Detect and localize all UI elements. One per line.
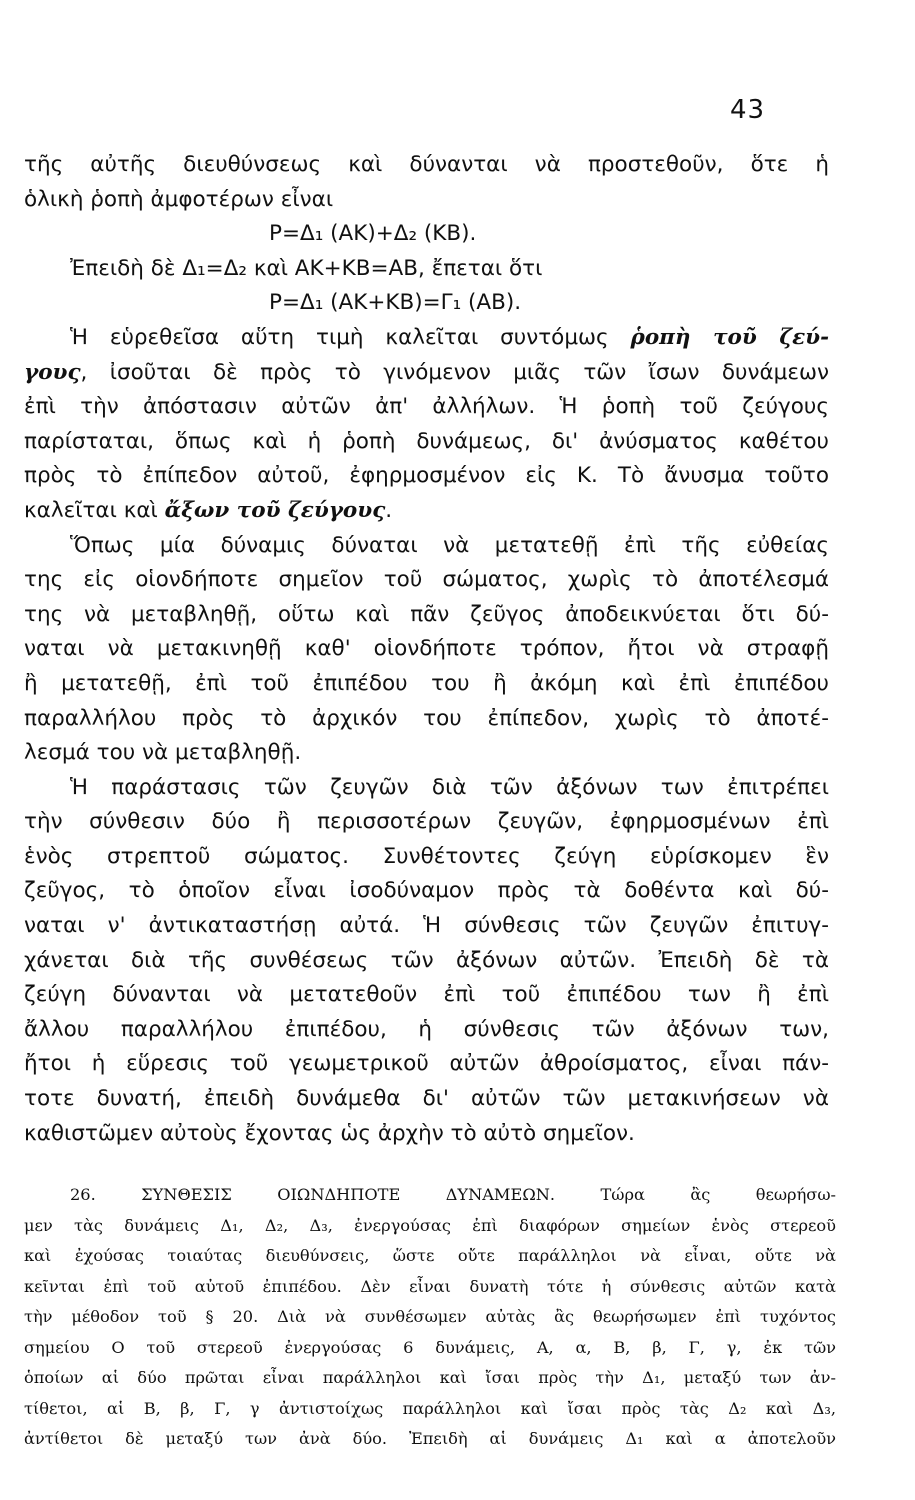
text-span: . <box>385 497 393 523</box>
text-line: χάνεται διὰ τῆς συνθέσεως τῶν ἀξόνων αὐτῶν. Ἐπειδὴ δὲ τὰ <box>24 947 829 973</box>
small-text-line: μεν τὰς δυνάμεις Δ₁, Δ₂, Δ₃, ἐνεργούσας ἐπὶ διαφόρων σημείων ἑνὸς στερεοῦ <box>24 1215 836 1235</box>
text-line: τὴν σύνθεσιν δύο ἢ περισσοτέρων ζευγῶν, ἐφηρμοσμένων ἐπὶ <box>24 809 829 835</box>
text-line: ἄλλου παραλλήλου ἐπιπέδου, ἡ σύνθεσις τῶν ἀξόνων των, <box>24 1016 829 1042</box>
text-line: Ἡ παράστασις τῶν ζευγῶν διὰ τῶν ἀξόνων των ἐπιτρέπει <box>70 774 829 800</box>
text-line: ναται νὰ μετακινηθῇ καθ' οἱονδήποτε τρόπον, ἤτοι νὰ στραφῇ <box>24 636 829 662</box>
text-line: Ἐπειδὴ δὲ Δ₁=Δ₂ καὶ AK+KB=AB, ἔπεται ὅτι <box>70 255 543 281</box>
text-line: ζεύγη δύνανται νὰ μετατεθοῦν ἐπὶ τοῦ ἐπιπέδου των ἢ ἐπὶ <box>24 982 829 1008</box>
text-line: Ὅπως μία δύναμις δύναται νὰ μετατεθῇ ἐπὶ τῆς εὐθείας <box>70 532 829 558</box>
text-line: της εἰς οἱονδήποτε σημεῖον τοῦ σώματος, χωρὶς τὸ ἀποτέλεσμά <box>24 567 829 593</box>
page-number: 43 <box>730 95 766 125</box>
text-line: ἢ μετατεθῇ, ἐπὶ τοῦ ἐπιπέδου του ἢ ἀκόμη καὶ ἐπὶ ἐπιπέδου <box>24 670 829 696</box>
text-line: παραλλήλου πρὸς τὸ ἀρχικόν του ἐπίπεδον, χωρὶς τὸ ἀποτέ- <box>24 705 829 731</box>
small-text-line: τίθετοι, αἱ B, β, Γ, γ ἀντιστοίχως παράλληλοι καὶ ἴσαι πρὸς τὰς Δ₂ καὶ Δ₃, <box>24 1398 836 1418</box>
small-text-line: τὴν μέθοδον τοῦ § 20. Διὰ νὰ συνθέσωμεν αὐτὰς ἂς θεωρήσωμεν ἐπὶ τυχόντος <box>24 1307 836 1326</box>
small-text-line: κεῖνται ἐπὶ τοῦ αὐτοῦ ἐπιπέδου. Δὲν εἶναι δυνατὴ τότε ἡ σύνθεσις αὐτῶν κατὰ <box>24 1276 836 1296</box>
italic-term: ῥοπὴ τοῦ ζεύ- <box>630 324 829 350</box>
text-span: καλεῖται καὶ <box>24 497 165 523</box>
section-heading-line: 26. ΣΥΝΘΕΣΙΣ ΟΙΩΝΔΗΠΟΤΕ ΔΥΝΑΜΕΩΝ. Τώρα ἂς θεωρήσω- <box>70 1185 836 1204</box>
small-text-line: καὶ ἐχούσας τοιαύτας διευθύνσεις, ὥστε οὔτε παράλληλοι νὰ εἶναι, οὔτε νὰ <box>24 1246 836 1265</box>
text-line: ναται ν' ἀντικαταστήσῃ αὐτά. Ἡ σύνθεσις τῶν ζευγῶν ἐπιτυγ- <box>24 913 829 939</box>
text-span: Ἡ εὑρεθεῖσα αὕτη τιμὴ καλεῖται συντόμως <box>70 324 631 350</box>
italic-term: ἄξων τοῦ ζεύγους <box>164 497 386 523</box>
text-line <box>24 321 829 356</box>
text-line: ἐπὶ τὴν ἀπόστασιν αὐτῶν ἀπ' ἀλλήλων. Ἡ ῥοπὴ τοῦ ζεύγους <box>24 394 829 420</box>
text-line: καθιστῶμεν αὐτοὺς ἔχοντας ὡς ἀρχὴν τὸ αὐτὸ σημεῖον. <box>24 1120 635 1146</box>
text-line: της νὰ μεταβληθῇ, οὕτω καὶ πᾶν ζεῦγος ἀποδεικνύεται ὅτι δύ- <box>24 601 829 627</box>
small-text-line: ὁποίων αἱ δύο πρῶται εἶναι παράλληλοι καὶ ἴσαι πρὸς τὴν Δ₁, μεταξύ των ἀν- <box>24 1368 836 1387</box>
text-line <box>24 356 829 391</box>
text-line: ζεῦγος, τὸ ὁποῖον εἶναι ἰσοδύναμον πρὸς τὰ δοθέντα καὶ δύ- <box>24 878 829 904</box>
text-span: , ἰσοῦται δὲ πρὸς τὸ γινόμενον μιᾶς τῶν ἴσων δυνάμεων <box>80 359 829 385</box>
small-text-line: ἀντίθετοι δὲ μεταξύ των ἀνὰ δύο. Ἐπειδὴ αἱ δυνάμεις Δ₁ καὶ α ἀποτελοῦν <box>24 1429 836 1448</box>
text-line: λεσμά του νὰ μεταβληθῇ. <box>24 740 302 766</box>
text-line: παρίσταται, ὅπως καὶ ἡ ῥοπὴ δυνάμεως, δι' ἀνύσματος καθέτου <box>24 428 829 454</box>
text-line: ἑνὸς στρεπτοῦ σώματος. Συνθέτοντες ζεύγη εὑρίσκομεν ἓν <box>24 843 829 869</box>
text-line: πρὸς τὸ ἐπίπεδον αὐτοῦ, ἐφηρμοσμένον εἰς K. Τὸ ἄνυσμα τοῦτο <box>24 463 829 489</box>
formula-moment-sum: P=Δ₁ (AK)+Δ₂ (KB). <box>269 221 477 247</box>
main-text <box>24 148 829 1151</box>
text-line: τοτε δυνατή, ἐπειδὴ δυνάμεθα δι' αὐτῶν τῶν μετακινήσεων νὰ <box>24 1086 829 1112</box>
text-line: τῆς αὐτῆς διευθύνσεως καὶ δύνανται νὰ προστεθοῦν, ὅτε ἡ <box>24 152 829 177</box>
section-26 <box>24 1180 836 1455</box>
small-text-line: σημείου O τοῦ στερεοῦ ἐνεργούσας 6 δυνάμεις, A, α, B, β, Γ, γ, ἐκ τῶν <box>24 1337 836 1357</box>
italic-term: γους <box>24 359 81 385</box>
text-line <box>24 494 829 529</box>
text-line: ἤτοι ἡ εὕρεσις τοῦ γεωμετρικοῦ αὐτῶν ἀθροίσματος, εἶναι πάν- <box>24 1051 829 1077</box>
formula-moment-total: P=Δ₁ (AK+KB)=Γ₁ (AB). <box>269 290 522 316</box>
text-line: ὁλικὴ ῥοπὴ ἀμφοτέρων εἶναι <box>24 186 334 212</box>
